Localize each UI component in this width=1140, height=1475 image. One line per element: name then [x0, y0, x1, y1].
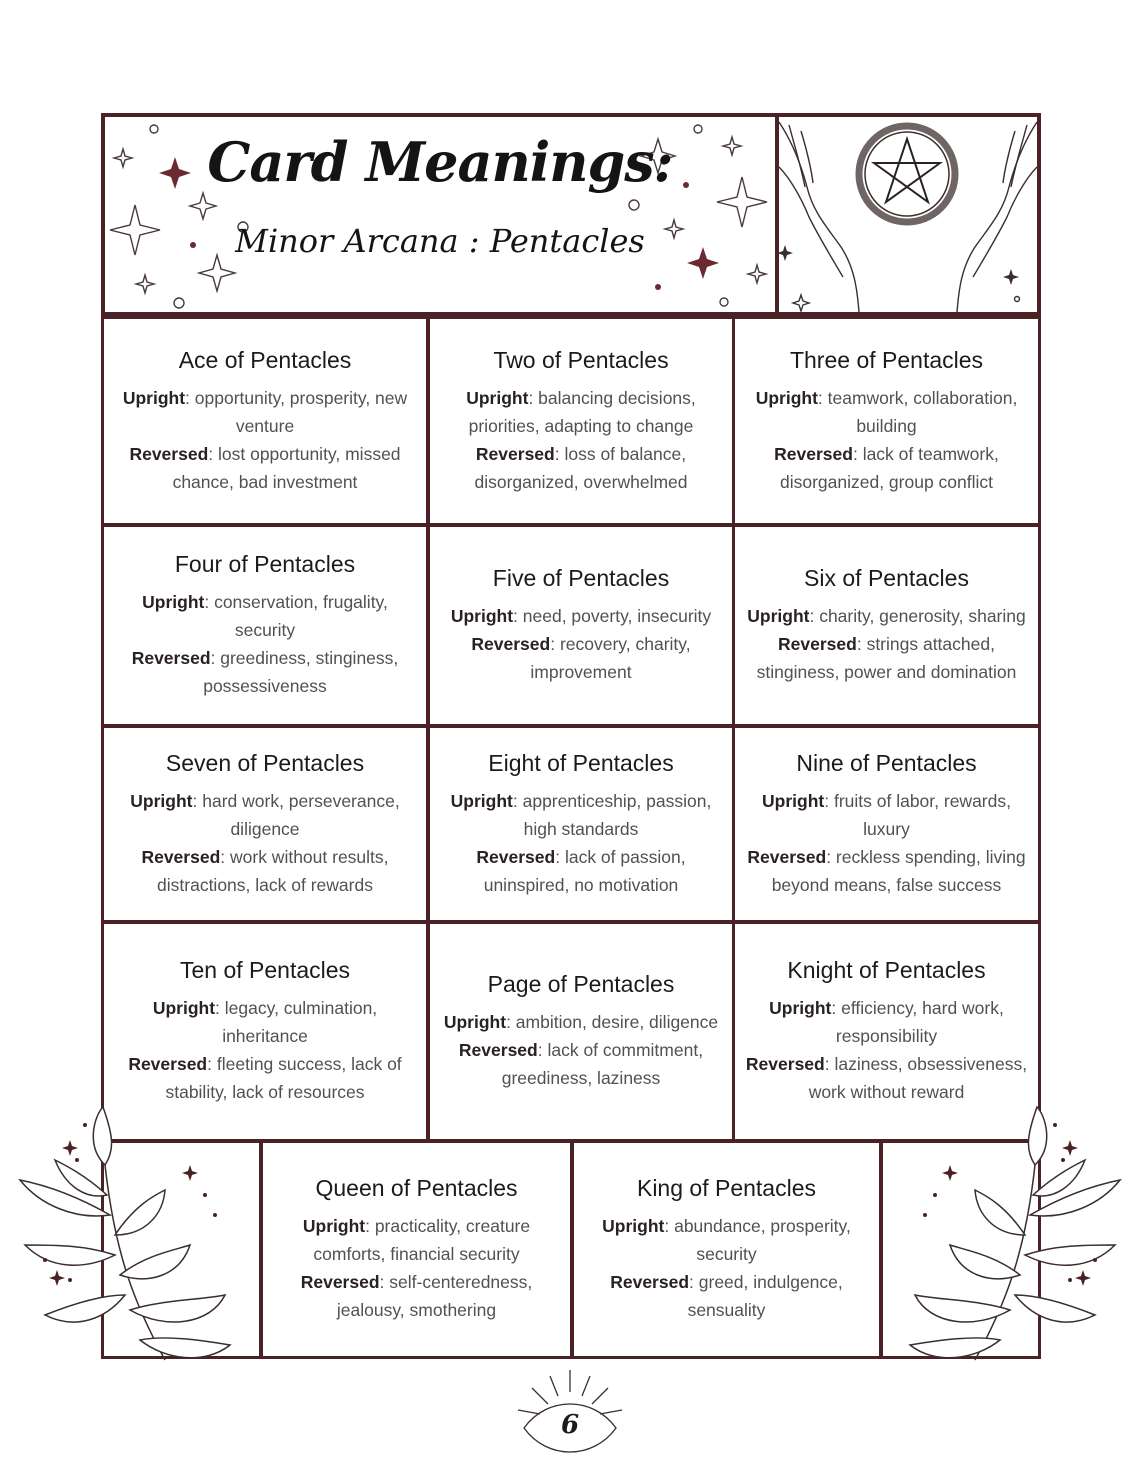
upright-line: Upright: conservation, frugality, security	[142, 592, 388, 640]
reversed-line: Reversed: recovery, charity, improvement	[471, 634, 691, 682]
reversed-line: Reversed: lack of commitment, greediness, laziness	[458, 1040, 704, 1088]
sparkle-icon	[110, 205, 160, 255]
reversed-label: Reversed	[141, 846, 221, 867]
reversed-text: work without results, distractions, lack of rewards	[157, 846, 389, 895]
upright-label: Upright	[466, 387, 529, 408]
upright-line: Upright: legacy, culmination, inheritance	[152, 998, 378, 1046]
sparkle-icon	[748, 265, 766, 283]
star-icon	[687, 247, 719, 279]
reversed-line: Reversed: loss of balance, disorganized, overwhelmed	[474, 443, 688, 492]
reversed-line: Reversed: laziness, obsessiveness, work without reward	[745, 1054, 1028, 1102]
upright-label: Upright	[302, 1216, 366, 1236]
sparkle-icon	[114, 149, 132, 167]
reversed-line: Reversed: fleeting success, lack of stability, lack of resources	[128, 1054, 402, 1102]
card-name: Queen of Pentacles	[315, 1175, 518, 1201]
upright-text: need, poverty, insecurity	[522, 606, 712, 626]
reversed-label: Reversed	[128, 1054, 208, 1074]
upright-text: hard work, perseverance, diligence	[202, 790, 400, 839]
sparkle-icon	[723, 137, 741, 155]
card-cell	[101, 316, 429, 526]
upright-line: Upright: need, poverty, insecurity	[450, 606, 712, 626]
sparkle-icon	[190, 193, 216, 219]
page-subtitle: Minor Arcana : Pentacles	[235, 222, 645, 260]
reversed-label: Reversed	[476, 846, 556, 867]
sparkle-icon	[717, 177, 767, 227]
reversed-label: Reversed	[475, 443, 555, 464]
upright-label: Upright	[762, 790, 825, 811]
reversed-line: Reversed: lack of passion, uninspired, no motivation	[476, 846, 686, 895]
upright-text: opportunity, prosperity, new venture	[194, 387, 408, 436]
star-icon	[159, 157, 191, 189]
upright-line: Upright: practicality, creature comforts, financial security	[302, 1216, 531, 1264]
upright-label: Upright	[450, 606, 514, 626]
reversed-text: lack of teamwork, disorganized, group conflict	[779, 443, 999, 492]
reversed-text: fleeting success, lack of stability, lack of resources	[165, 1054, 402, 1102]
upright-label: Upright	[747, 606, 810, 626]
reversed-label: Reversed	[458, 1040, 538, 1060]
upright-text: practicality, creature comforts, financial security	[313, 1216, 531, 1264]
upright-line: Upright: teamwork, collaboration, building	[755, 387, 1018, 436]
reversed-line: Reversed: self-centeredness, jealousy, smothering	[300, 1272, 533, 1320]
upright-text: charity, generosity, sharing	[819, 606, 1026, 626]
sparkle-icon	[199, 255, 235, 291]
reversed-text: strings attached, stinginess, power and domination	[756, 634, 1017, 682]
reversed-label: Reversed	[610, 1272, 690, 1292]
upright-line: Upright: hard work, perseverance, diligence	[130, 790, 400, 839]
reversed-line: Reversed: work without results, distractions, lack of rewards	[141, 846, 389, 895]
leaf-branch-left	[15, 1105, 245, 1365]
upright-label: Upright	[450, 790, 513, 811]
card-name: Three of Pentacles	[789, 346, 984, 373]
upright-text: teamwork, collaboration, building	[827, 387, 1018, 436]
reversed-line: Reversed: greed, indulgence, sensuality	[610, 1272, 843, 1320]
card-cell	[571, 1140, 882, 1359]
card-name: Five of Pentacles	[492, 565, 670, 591]
reversed-text: greediness, stinginess, possessiveness	[203, 648, 399, 696]
card-name: Ten of Pentacles	[179, 957, 351, 983]
reversed-line: Reversed: strings attached, stinginess, power and domination	[756, 634, 1017, 682]
reversed-text: loss of balance, disorganized, overwhelmed	[474, 443, 688, 492]
upright-line: Upright: abundance, prosperity, security	[602, 1216, 851, 1264]
card-name: Ace of Pentacles	[178, 346, 352, 373]
upright-line: Upright: apprenticeship, passion, high standards	[450, 790, 712, 839]
reversed-text: greed, indulgence, sensuality	[687, 1272, 843, 1320]
upright-label: Upright	[443, 1012, 507, 1032]
upright-text: apprenticeship, passion, high standards	[522, 790, 712, 839]
upright-text: balancing decisions, priorities, adapting to change	[468, 387, 696, 436]
upright-text: ambition, desire, diligence	[515, 1012, 719, 1032]
reversed-line: Reversed: lost opportunity, missed chance, bad investment	[129, 443, 401, 492]
upright-label: Upright	[122, 387, 186, 408]
card-cell	[427, 316, 735, 526]
reversed-label: Reversed	[778, 634, 857, 654]
reversed-text: lost opportunity, missed chance, bad investment	[172, 443, 401, 492]
upright-line: Upright: fruits of labor, rewards, luxury	[762, 790, 1011, 839]
card-cell	[427, 921, 735, 1142]
reversed-text: lack of commitment, greediness, laziness	[501, 1040, 704, 1088]
reversed-line: Reversed: reckless spending, living beyond means, false success	[747, 846, 1026, 895]
upright-text: conservation, frugality, security	[214, 592, 388, 640]
card-cell	[427, 524, 735, 727]
reversed-label: Reversed	[300, 1272, 380, 1292]
upright-line: Upright: balancing decisions, priorities, adapting to change	[466, 387, 696, 436]
leaf-branch-right	[895, 1105, 1125, 1365]
page-number: 6	[560, 1410, 580, 1440]
card-cell	[101, 725, 429, 923]
reversed-text: recovery, charity, improvement	[530, 634, 691, 682]
upright-text: abundance, prosperity, security	[674, 1216, 851, 1264]
card-name: King of Pentacles	[636, 1175, 816, 1201]
reversed-label: Reversed	[129, 443, 209, 464]
reversed-label: Reversed	[747, 846, 827, 867]
reversed-label: Reversed	[471, 634, 551, 654]
reversed-text: laziness, obsessiveness, work without reward	[808, 1054, 1028, 1102]
reversed-line: Reversed: lack of teamwork, disorganized, group conflict	[774, 443, 999, 492]
reversed-text: self-centeredness, jealousy, smothering	[336, 1272, 533, 1320]
card-name: Nine of Pentacles	[796, 749, 977, 776]
card-name: Knight of Pentacles	[787, 957, 986, 983]
reversed-label: Reversed	[745, 1054, 825, 1074]
reversed-label: Reversed	[774, 443, 853, 464]
card-name: Eight of Pentacles	[488, 749, 674, 776]
card-name: Four of Pentacles	[174, 551, 356, 577]
upright-label: Upright	[769, 998, 832, 1018]
card-cell	[427, 725, 735, 923]
reversed-text: reckless spending, living beyond means, false success	[771, 846, 1026, 895]
card-cell	[101, 524, 429, 727]
card-cell	[732, 725, 1041, 923]
upright-line: Upright: efficiency, hard work, responsibility	[769, 998, 1004, 1046]
upright-line: Upright: opportunity, prosperity, new venture	[122, 387, 408, 436]
upright-label: Upright	[130, 790, 193, 811]
upright-line: Upright: ambition, desire, diligence	[443, 1012, 719, 1032]
upright-label: Upright	[152, 998, 216, 1018]
card-name: Six of Pentacles	[804, 565, 969, 591]
reversed-text: lack of passion, uninspired, no motivation	[483, 846, 686, 895]
card-name: Two of Pentacles	[493, 346, 669, 373]
upright-text: legacy, culmination, inheritance	[222, 998, 378, 1046]
upright-text: efficiency, hard work, responsibility	[835, 998, 1004, 1046]
card-name: Page of Pentacles	[487, 971, 675, 997]
card-cell	[732, 316, 1041, 526]
upright-text: fruits of labor, rewards, luxury	[833, 790, 1011, 839]
upright-label: Upright	[142, 592, 205, 612]
upright-label: Upright	[602, 1216, 665, 1236]
reversed-line: Reversed: greediness, stinginess, possessiveness	[131, 648, 399, 696]
card-cell	[732, 524, 1041, 727]
card-cell	[260, 1140, 573, 1359]
upright-label: Upright	[755, 387, 818, 408]
reversed-label: Reversed	[131, 648, 211, 668]
page-title: Card Meanings:	[207, 130, 673, 194]
sparkle-icon	[136, 275, 154, 293]
card-name: Seven of Pentacles	[165, 749, 365, 776]
upright-line: Upright: charity, generosity, sharing	[747, 606, 1026, 626]
hands-pentacle-icon	[779, 117, 1037, 312]
